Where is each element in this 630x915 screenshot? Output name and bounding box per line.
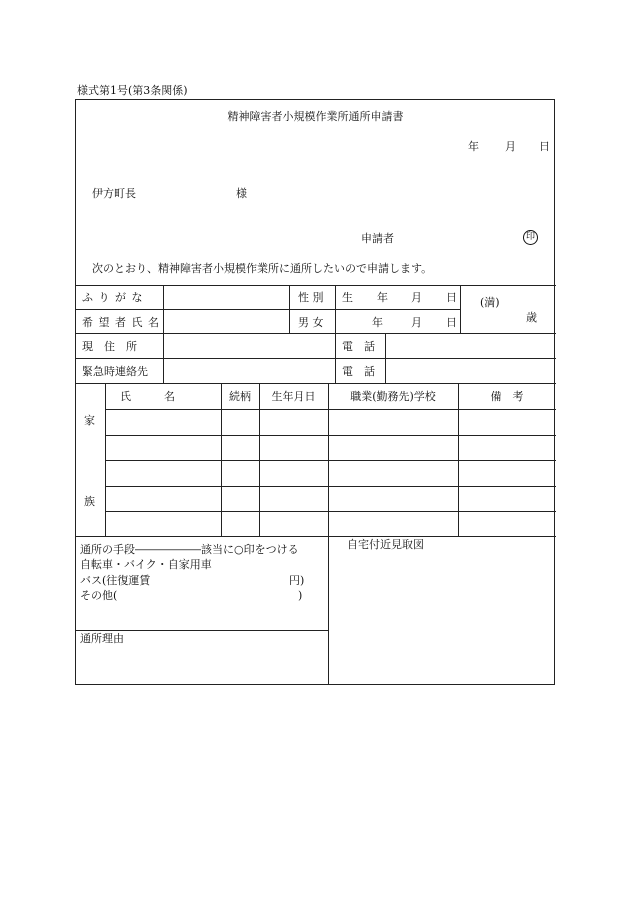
furigana-label: ふ り が な (82, 291, 144, 304)
birth-month-label: 月 (411, 291, 422, 304)
commute-option-other: その他( (80, 589, 118, 602)
family-header-remarks: 備 考 (490, 390, 524, 403)
form-title: 精神障害者小規模作業所通所申請書 (227, 110, 404, 123)
seal-mark-icon: 印 (523, 230, 538, 245)
age-prefix: (満) (480, 296, 500, 309)
family-header-name: 氏 名 (120, 390, 175, 403)
commute-reason-label: 通所理由 (80, 632, 124, 645)
commute-option-other-close: ) (298, 589, 303, 602)
commute-option-vehicle: 自転車・バイク・自家用車 (80, 558, 212, 571)
sex-label: 性 別 (298, 291, 324, 304)
applicant-name-label: 希 望 者 氏 名 (82, 316, 160, 329)
date-day-label: 日 (539, 140, 550, 153)
commute-option-bus-unit: 円) (289, 574, 305, 587)
home-map-label: 自宅付近見取図 (347, 538, 424, 551)
birth-year-label: 年 (377, 291, 388, 304)
addressee-honorific: 様 (236, 187, 247, 200)
birth-day-label: 日 (446, 291, 457, 304)
address-label: 現 住 所 (82, 340, 137, 353)
phone-label: 電 話 (342, 340, 375, 353)
family-label-top: 家 (84, 414, 95, 427)
birth-day-label-2: 日 (446, 316, 457, 329)
form-number: 様式第1号(第3条関係) (77, 84, 188, 97)
emergency-contact-label: 緊急時連絡先 (82, 365, 148, 378)
family-header-occupation: 職業(勤務先)学校 (350, 390, 436, 403)
birth-label: 生 (342, 291, 353, 304)
male-female-label: 男 女 (298, 316, 324, 329)
commute-means-label: 通所の手段――――――該当に○印をつける (80, 543, 299, 556)
applicant-label: 申請者 (361, 232, 394, 245)
application-statement: 次のとおり、精神障害者小規模作業所に通所したいので申請します。 (92, 262, 433, 275)
date-month-label: 月 (505, 140, 516, 153)
age-unit: 歳 (526, 311, 537, 324)
date-year-label: 年 (468, 140, 479, 153)
emergency-phone-label: 電 話 (342, 365, 375, 378)
family-header-birthdate: 生年月日 (271, 390, 316, 403)
family-label-bottom: 族 (84, 495, 95, 508)
commute-option-bus: バス(往復運賃 (80, 574, 151, 587)
family-header-relation: 続柄 (229, 390, 251, 403)
addressee-name: 伊方町長 (92, 187, 136, 200)
birth-year-label-2: 年 (372, 316, 383, 329)
birth-month-label-2: 月 (411, 316, 422, 329)
